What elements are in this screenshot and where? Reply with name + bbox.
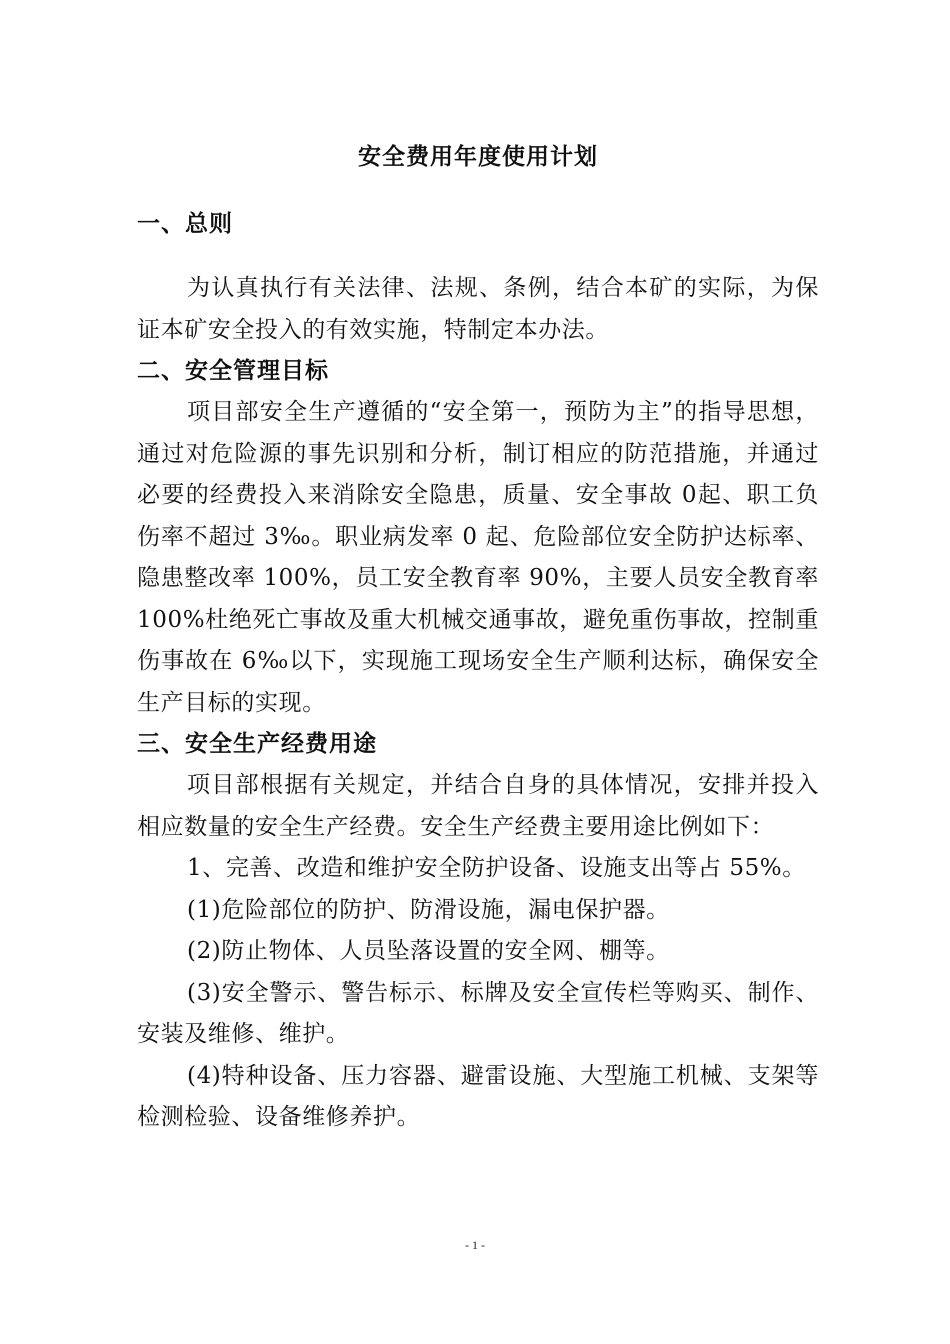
section-safety-management-goals bbox=[137, 351, 819, 724]
safety-goals-paragraph: 项目部安全生产遵循的“安全第一，预防为主”的指导思想，通过对危险源的事先识别和分析，制订相应的防范措施，并通过必要的经费投入来消除安全隐患，质量、安全事故 0起、职工负伤率不超过 3‰。职业病发率 0 起、危险部位安全防护达标率、隐患整改率 100%，员工安全教育率 90%，主要人员安全教育率 100%杜绝死亡事故及重大机械交通事故，避免重伤事故，控制重伤事故在 6‰以下，实现施工现场安全生产顺利达标，确保安全生产目标的实现。 bbox=[137, 399, 819, 716]
section-general-rules bbox=[137, 204, 819, 351]
general-rules-paragraph: 为认真执行有关法律、法规、条例，结合本矿的实际，为保证本矿安全投入的有效实施，特制定本办法。 bbox=[137, 275, 819, 343]
section-safety-fund-usage bbox=[137, 724, 819, 1139]
section-heading-general-rules: 一、总则 bbox=[137, 211, 233, 237]
fund-usage-item-1: 1、完善、改造和维护安全防护设备、设施支出等占 55%。 bbox=[187, 855, 806, 881]
document-content bbox=[137, 137, 819, 1139]
fund-usage-subitem-3: (3)安全警示、警告标示、标牌及安全宣传栏等购买、制作、安装及维修、维护。 bbox=[137, 979, 819, 1047]
page-number: - 1 - bbox=[465, 1238, 485, 1252]
fund-usage-subitem-2: (2)防止物体、人员坠落设置的安全网、棚等。 bbox=[187, 938, 670, 964]
fund-usage-subitem-4: (4)特种设备、压力容器、避雷设施、大型施工机械、支架等检测检验、设备维修养护。 bbox=[137, 1062, 819, 1130]
fund-usage-subitem-1: (1)危险部位的防护、防滑设施，漏电保护器。 bbox=[187, 896, 670, 923]
document-title: 安全费用年度使用计划 bbox=[358, 144, 598, 170]
fund-usage-intro-paragraph: 项目部根据有关规定，并结合自身的具体情况，安排并投入相应数量的安全生产经费。安全生产经费主要用途比例如下： bbox=[137, 772, 819, 840]
section-heading-safety-management-goals: 二、安全管理目标 bbox=[137, 358, 329, 384]
section-heading-safety-fund-usage: 三、安全生产经费用途 bbox=[137, 731, 377, 757]
